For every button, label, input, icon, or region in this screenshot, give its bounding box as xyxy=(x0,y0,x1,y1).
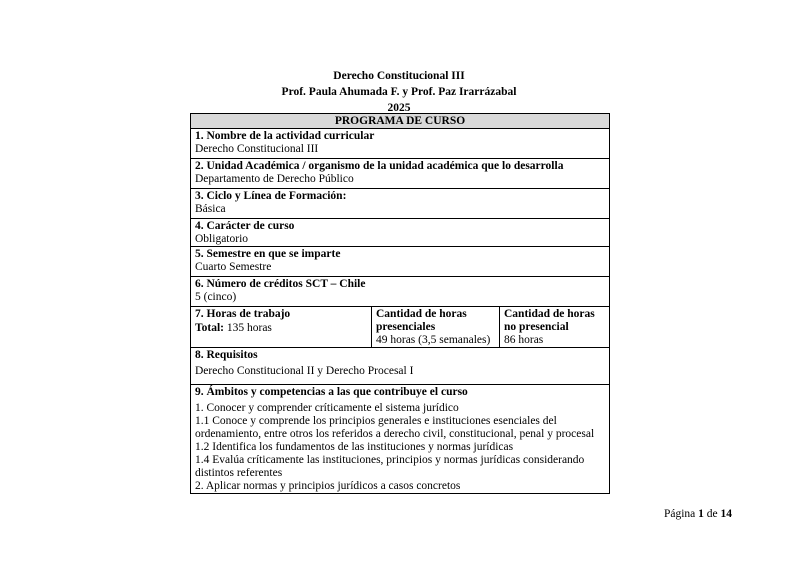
section-value: Obligatorio xyxy=(195,233,249,245)
section-row xyxy=(191,129,610,159)
section-label: 4. Carácter de curso xyxy=(195,220,295,232)
list-item: 1. Conocer y comprender críticamente el sistema jurídico xyxy=(195,402,459,414)
section-label: 3. Ciclo y Línea de Formación: xyxy=(195,190,347,202)
no-presencial-label: Cantidad de horas no presencial xyxy=(504,308,595,333)
page-number xyxy=(664,508,732,520)
hours-row xyxy=(191,307,610,348)
presencial-label: Cantidad de horas presenciales xyxy=(376,308,467,333)
section-row xyxy=(191,277,610,307)
section-value: Básica xyxy=(195,203,226,215)
requisitos-row xyxy=(191,348,610,385)
table-title-row xyxy=(191,114,610,129)
section-label: 6. Número de créditos SCT – Chile xyxy=(195,278,366,290)
ambitos-label: 9. Ámbitos y competencias a las que contribuye el curso xyxy=(195,386,468,398)
section-value: Derecho Constitucional III xyxy=(195,143,319,155)
presencial-value: 49 horas (3,5 semanales) xyxy=(376,334,491,346)
hours-label: 7. Horas de trabajo xyxy=(195,308,291,320)
page-current: 1 xyxy=(698,508,704,520)
ambitos-row xyxy=(191,385,610,494)
hours-no-presencial-cell xyxy=(500,307,610,348)
list-item: 1.4 Evalúa críticamente las instituciones, principios y normas jurídicas considerando distintos referentes xyxy=(195,454,585,479)
section-value: Cuarto Semestre xyxy=(195,261,272,273)
section-row xyxy=(191,219,610,247)
hours-total-cell xyxy=(191,307,372,348)
year-line: 2025 xyxy=(387,102,411,114)
table-title: PROGRAMA DE CURSO xyxy=(191,114,610,129)
no-presencial-value: 86 horas xyxy=(504,334,544,346)
document-header xyxy=(190,68,608,116)
professors-line: Prof. Paula Ahumada F. y Prof. Paz Irarrázabal xyxy=(281,86,517,98)
list-item: 2. Aplicar normas y principios jurídicos a casos concretos xyxy=(195,480,461,492)
section-row xyxy=(191,247,610,277)
page-of: de xyxy=(706,508,718,520)
course-title: Derecho Constitucional III xyxy=(333,70,465,82)
section-row xyxy=(191,159,610,189)
section-label: 2. Unidad Académica / organismo de la unidad académica que lo desarrolla xyxy=(195,160,564,172)
section-value: Departamento de Derecho Público xyxy=(195,173,354,185)
section-label: 5. Semestre en que se imparte xyxy=(195,248,341,260)
page-total: 14 xyxy=(720,508,732,520)
requisitos-label: 8. Requisitos xyxy=(195,349,258,361)
section-value: 5 (cinco) xyxy=(195,291,237,303)
section-label: 1. Nombre de la actividad curricular xyxy=(195,130,375,142)
hours-presencial-cell xyxy=(372,307,500,348)
total-value: 135 horas xyxy=(223,322,272,334)
course-program-table xyxy=(190,113,610,494)
total-label: Total: xyxy=(195,322,224,334)
list-item: 1.1 Conoce y comprende los principios generales e instituciones esenciales del ordenamiento, entre otros los referidos a derecho civil, constitucional, penal y procesal xyxy=(195,415,595,440)
section-row xyxy=(191,189,610,219)
requisitos-value: Derecho Constitucional II y Derecho Procesal I xyxy=(195,365,414,377)
list-item: 1.2 Identifica los fundamentos de las instituciones y normas jurídicas xyxy=(195,441,514,453)
page-label: Página xyxy=(663,508,696,520)
